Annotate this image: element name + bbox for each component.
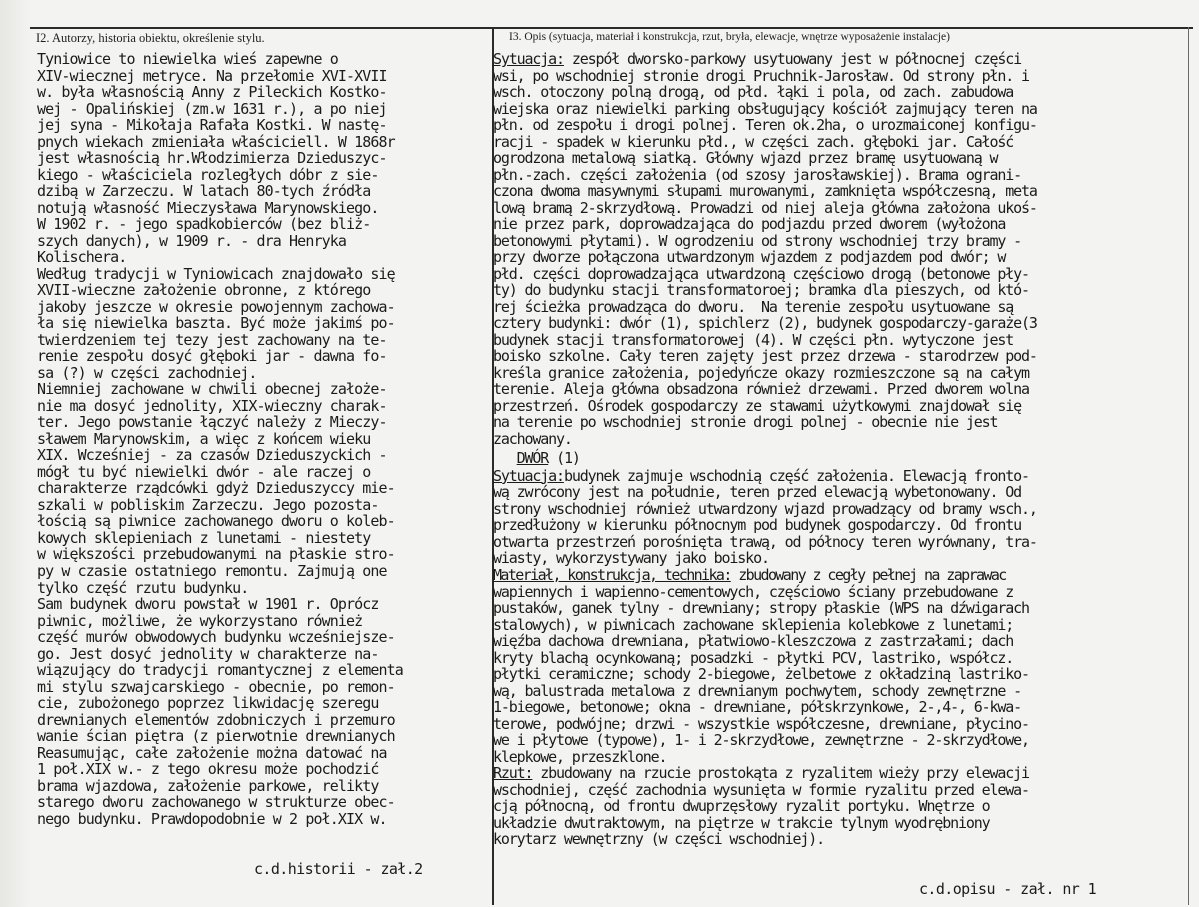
history-text-line: Tyniowice to niewielka wieś zapewne o <box>37 50 338 68</box>
history-text-line: kiego - właściciela rozległych dóbr z sie- <box>37 165 379 184</box>
history-text-line: jest własnością hr.Włodzimierza Dzieduszyc- <box>37 149 387 168</box>
history-text-line: ter. Jego powstanie łączyć należy z Mieczy- <box>37 413 387 432</box>
situation-text-line: wsch. otoczony polną drogą, od płd. łąki i pola, od zach. zabudowa <box>493 83 1014 102</box>
history-text-line: Niemniej zachowane w chwili obecnej założe- <box>37 380 387 399</box>
material-text-line: stalowych), w piwnicach zachowane sklepienia kolebkowe z lunetami; <box>493 615 1014 634</box>
material-text-first: zbudowany z cegły pełnej na zaprawac <box>730 565 1006 584</box>
situation-text-line: wsi, po wschodniej stronie drogi Pruchnik-Jarosław. Od strony płn. i <box>493 66 1029 85</box>
history-text-line: Według tradycji w Tyniowicach znajdowało się <box>37 264 395 283</box>
material-text-line: pustaków, ganek tylny - drewniany; stropy płaskie (WPS na dźwigarach <box>493 599 1029 618</box>
rzut-text-line: wschodniej, część zachodnia wysunięta w formie ryzalitu przed elewa- <box>493 780 1029 799</box>
situation-text-line: czona dwoma masywnymi słupami murowanymi, zamknięta współczesną, meta <box>493 182 1037 201</box>
history-text-line: starego dworu zachowanego w strukturze obec- <box>37 793 395 812</box>
history-text-line: charakterze rządcówki gdyż Dzieduszyccy mie- <box>37 479 395 498</box>
history-text-line: łością są piwnice zachowanego dworu o koleb- <box>37 512 395 531</box>
history-text-line: piwnic, możliwe, że wykorzystano również <box>37 611 363 630</box>
history-text-line: wanie ścian piętra (z pierwotnie drewnianych <box>37 727 395 746</box>
history-text-line: w większości przebudowanymi na płaskie stro- <box>37 545 395 564</box>
history-text-line: renie zespołu dosyć głęboki jar - dawna fo- <box>37 347 387 366</box>
history-text-line: Reasumując, całe założenie można datować na <box>37 743 387 762</box>
rzut-label: Rzut: <box>493 764 533 783</box>
situation-text-first: zespół dworsko-parkowy usytuowany jest w północnej części <box>563 50 1022 68</box>
situation-text-line: nie przez park, doprowadzająca do podjazdu przed dworem (wyłożona <box>493 215 1006 234</box>
history-text-line: drewnianych elementów zdobniczych i przemuro <box>37 710 395 729</box>
history-text-line: Kolischera. <box>37 248 127 267</box>
situation-text-line: na terenie po wschodniej stronie drogi polnej - obecnie nie jest <box>493 413 998 432</box>
situation-text-line: kreśla granice założenia, pojedyńcze okazy rozmieszczone są na całym <box>493 363 1029 382</box>
situation-text-line: płn.-zach. części założenia (od szosy jarosławskiej). Brama ograni- <box>493 165 1022 184</box>
history-text-line: Sam budynek dworu powstał w 1901 r. Oprócz <box>37 595 379 614</box>
history-text-line: dzibą w Zarzeczu. W latach 80-tych źródła <box>37 182 371 201</box>
history-text-line: jej syna - Mikołaja Rafała Kostki. W nastę- <box>37 116 387 135</box>
history-text-line: W 1902 r. - jego spadkobierców (bez bliż- <box>37 215 371 234</box>
material-text-line: płytki ceramiczne; schody 2-biegowe, żelbetowe z okładziną lastriko- <box>493 665 1029 684</box>
history-column <box>37 51 489 827</box>
top-rule <box>30 27 1193 29</box>
rzut-text-line: cją północną, od frontu dwuprzęsłowy ryzalit portyku. Wnętrze o <box>493 797 990 816</box>
history-text-line: 1 poł.XIX w.- z tego okresu może pochodzić <box>37 760 379 779</box>
history-text-line: go. Jest dosyć jednolity w charakterze na- <box>37 644 379 663</box>
situation-text-line: płn. od zespołu i drogi polnej. Teren ok.2ha, o urozmaiconej konfigu- <box>493 116 1037 135</box>
history-text-line: XVII-wieczne założenie obronne, z którego <box>37 281 371 300</box>
situation-text-line: betonowymi płytami). W ogrodzeniu od strony wschodniej trzy bramy - <box>493 231 1022 250</box>
situation-text-line: terenie. Aleja główna obsadzona również drzewami. Przed dworem wolna <box>493 380 1029 399</box>
material-text-line: kryty blachą ocynkowaną; posadzki - płytki PCV, lastriko, współcz. <box>493 648 1014 667</box>
history-text-line: wej - Opalińskiej (zm.w 1631 r.), a po niej <box>37 99 387 118</box>
situation-paragraph <box>493 68 1193 448</box>
situation-text-line: boisko szkolne. Cały teren zajęty jest przez drzewa - starodrzew pod- <box>493 347 1037 366</box>
situation-text-line: ogrodzona metalową siatką. Główny wjazd przez bramę usytuowaną w <box>493 149 998 168</box>
rzut-text-line: układzie dwutraktowym, na piętrze w trakcie tylnym wyodrębniony <box>493 813 990 832</box>
material-text-line: 1-biegowe, betonowe; okna - drewniane, półskrzynkowe, 2-,4-, 6-kwa- <box>493 698 1022 717</box>
material-text-line: terowe, podwójne; drzwi - wszystkie współczesne, drewniane, płycino- <box>493 714 1029 733</box>
history-text-line: brama wjazdowa, założenie parkowe, relikty <box>37 776 379 795</box>
history-text-line: tylko część rzutu budynku. <box>37 578 249 597</box>
description-column <box>493 51 1193 848</box>
situation-text-line: ty) do budynku stacji transformatoroej; bramka dla pieszych, od któ- <box>493 281 1029 300</box>
dwor-situation-text-line: wiasty, wykorzystywany jako boisko. <box>493 549 769 568</box>
dwor-heading: DWÓR <box>516 449 549 468</box>
situation-text-line: przestrzeń. Ośrodek gospodarczy ze stawami użytkowymi znajdował się <box>493 396 1022 415</box>
material-text-line: klepkowe, przeszklone. <box>493 747 667 766</box>
rzut-text-first: zbudowany na rzucie prostokąta z ryzalitem wieży przy elewacji <box>532 764 1029 783</box>
dwor-situation-paragraph <box>493 484 1193 567</box>
material-label: Materiał, konstrukcja, technika: <box>493 565 731 584</box>
history-text-line: część murów obwodowych budynku wcześniejsze- <box>37 628 395 647</box>
history-text-line: XIX. Wcześniej - za czasów Dzieduszyckich - <box>37 446 387 465</box>
description-continuation-note: c.d.opisu - zał. nr 1 <box>919 880 1097 898</box>
dwor-situation-text-first: budynek zajmuje wschodnią część założenia. Elewacją fronto- <box>563 466 1029 485</box>
history-text-line: sławem Marynowskim, a więc z końcem wieku <box>37 429 371 448</box>
situation-text-line: cztery budynki: dwór (1), spichlerz (2), budynek gospodarczy-garaże(3 <box>493 314 1037 333</box>
history-text-line: ła się niewielka baszta. Być może jakimś po- <box>37 314 395 333</box>
material-line-1 <box>493 567 1193 584</box>
situation-text-line: rej ścieżka prowadząca do dworu. Na terenie zespołu usytuowane są <box>493 297 1014 316</box>
rzut-line-1 <box>493 765 1193 782</box>
history-text-line: mógł tu być niewielki dwór - ale raczej o <box>37 462 371 481</box>
history-text-line: wiązujący do tradycji romantycznej z elementa <box>37 661 403 680</box>
dwor-situation-line-1 <box>493 468 1193 485</box>
history-text-line: XIV-wiecznej metryce. Na przełomie XVI-XVII <box>37 66 387 85</box>
situation-text-line: racji - spadek w kierunku płd., w części zach. głęboki jar. Całość <box>493 132 1014 151</box>
history-continuation-note: c.d.historii - zał.2 <box>254 860 423 878</box>
history-text-line: szych danych), w 1909 r. - dra Henryka <box>37 231 346 250</box>
history-text-line: py w czasie ostatniego remontu. Zajmują one <box>37 561 387 580</box>
history-text-line: nie ma dosyć jednolity, XIX-wieczny charak- <box>37 396 387 415</box>
dwor-situation-text-line: strony wschodniej również utwardzony wjazd prowadzący od bramy wsch., <box>493 499 1037 518</box>
dwor-situation-text-line: otwarta przestrzeń porośnięta trawą, od północy teren wyrównany, tra- <box>493 532 1037 551</box>
rzut-text-line: korytarz wewnętrzny (w części wschodniej). <box>493 830 824 849</box>
history-text-line: nego budynku. Prawdopodobnie w 2 poł.XIX w. <box>37 809 387 828</box>
history-text-line: notują własność Mieczysława Marynowskiego. <box>37 198 379 217</box>
rzut-paragraph <box>493 782 1193 848</box>
situation-text-line: zachowany. <box>493 429 572 448</box>
dwor-number: (1) <box>548 449 580 468</box>
scan-edge-shadow <box>0 0 30 907</box>
history-text-line: twierdzeniem tej tezy jest zachowany na te- <box>37 330 387 349</box>
history-text-line: cie, zubożonego poprzez likwidację szeregu <box>37 694 379 713</box>
history-text-line: sa (?) w części zachodniej. <box>37 363 257 382</box>
history-text-line: kowych sklepieniach z lunetami - niestety <box>37 528 371 547</box>
material-text-line: wapiennych i wapienno-cementowych, częściowo ściany przebudowane z <box>493 582 1014 601</box>
section-13-header: I3. Opis (sytuacja, materiał i konstrukcja, rzut, bryła, elewacje, wnętrze wyposażenie instalacje) <box>509 31 950 43</box>
dwor-heading-line <box>493 450 1193 467</box>
dwor-situation-text-line: wą zwrócony jest na południe, teren przed elewacją wybetonowany. Od <box>493 483 1022 502</box>
history-text-line: szkali w pobliskim Zarzeczu. Jego pozosta- <box>37 495 379 514</box>
situation-line-1 <box>493 51 1193 68</box>
dwor-situation-text-line: przedłużony w kierunku północnym pod budynek gospodarczy. Od frontu <box>493 516 1022 535</box>
situation-text-line: wiejska oraz niewielki parking obsługujący kościół zajmujący teren na <box>493 99 1037 118</box>
situation-label: Sytuacja: <box>493 50 564 68</box>
section-12-header: I2. Autorzy, historia obiektu, określenie stylu. <box>36 31 265 45</box>
material-text-line: we i płytowe (typowe), 1- i 2-skrzydłowe, zewnętrzne - 2-skrzydłowe, <box>493 731 1029 750</box>
situation-text-line: lową bramą 2-skrzydłową. Prowadzi od niej aleja główna założona ukoś- <box>493 198 1037 217</box>
material-text-line: więźba dachowa drewniana, płatwiowo-kleszczowa z zastrzałami; dach <box>493 632 1014 651</box>
situation-text-line: budynek stacji transformatorowej (4). W części płn. wytyczone jest <box>493 330 1014 349</box>
history-text-line: pnych wiekach zmieniała właściciell. W 1868r <box>37 132 395 151</box>
situation-text-line: przy dworze połączona utwardzonym wjazdem z podjazdem pod dwór; w <box>493 248 1006 267</box>
history-text-line: jakoby jeszcze w okresie powojennym zachowa- <box>37 297 395 316</box>
history-text-line: mi stylu szwajcarskiego - obecnie, po remon- <box>37 677 395 696</box>
material-text-line: wą, balustrada metalowa z drewnianym pochwytem, schody zewnętrzne - <box>493 681 1022 700</box>
situation-text-line: płd. części doprowadzająca utwardzoną częściowo drogą (betonowe pły- <box>493 264 1029 283</box>
dwor-situation-label: Sytuacja: <box>493 466 564 485</box>
material-paragraph <box>493 584 1193 766</box>
history-text-line: w. była własnością Anny z Pileckich Kostko- <box>37 83 387 102</box>
